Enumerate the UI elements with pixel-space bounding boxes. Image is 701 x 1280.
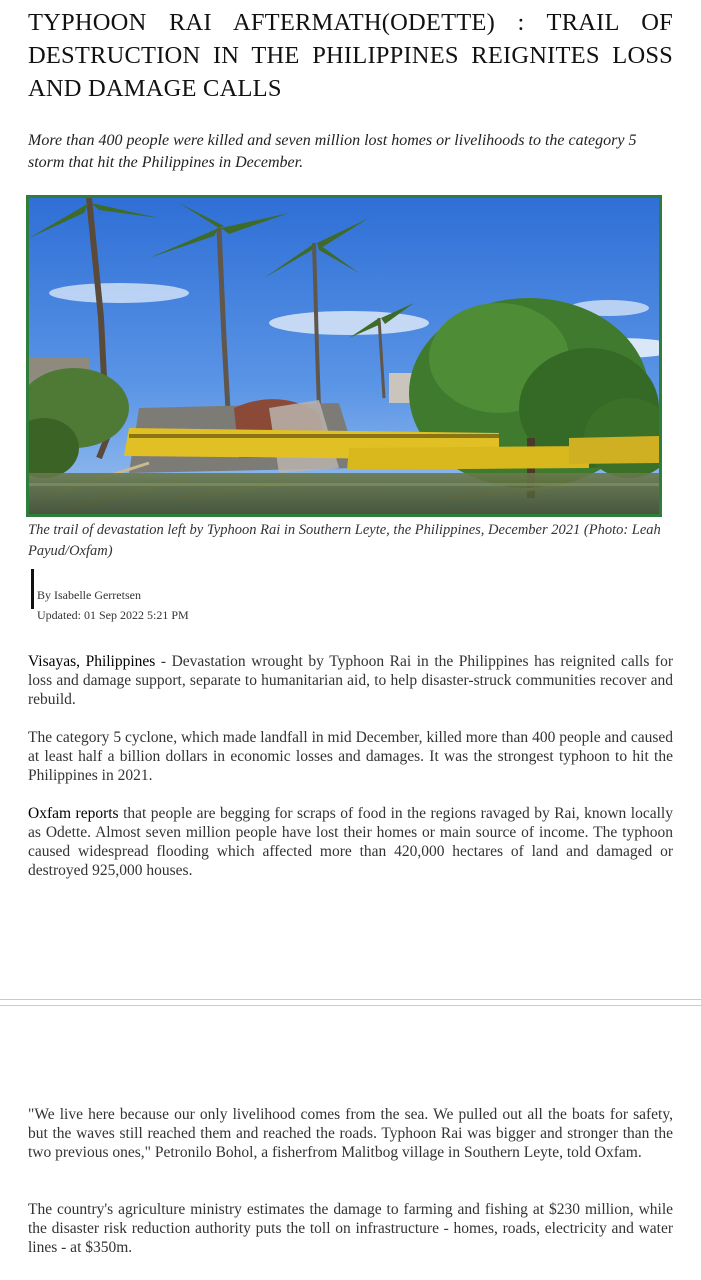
typhoon-damage-photo: [29, 198, 659, 514]
paragraph-1: [28, 652, 673, 709]
article-standfirst: More than 400 people were killed and seven million lost homes or livelihoods to the category 5 storm that hit the Philippines in December.: [28, 132, 637, 171]
article-headline: TYPHOON RAI AFTERMATH(ODETTE) : TRAIL OF DESTRUCTION IN THE PHILIPPINES REIGNITES LOSS AND DAMAGE CALLS: [28, 9, 673, 102]
paragraph-4: "We live here because our only livelihood comes from the sea. We pulled out all the boats for safety, but the waves still reached them and reached the roads. Typhoon Rai was bigger and stronger than the two previous ones," Petronilo Bohol, a fisherfrom Malitbog village in Southern Leyte, told Oxfam.: [28, 1106, 673, 1161]
oxfam-reports-link[interactable]: Oxfam reports: [28, 805, 119, 822]
dateline: Visayas, Philippines: [28, 653, 156, 670]
paragraph-3: [28, 804, 673, 880]
photo-caption: The trail of devastation left by Typhoon Rai in Southern Leyte, the Philippines, December 2021 (Photo: Leah Payud/Oxfam): [28, 522, 661, 559]
updated-timestamp: Updated: 01 Sep 2022 5:21 PM: [37, 608, 189, 622]
article-photo: [26, 195, 662, 517]
paragraph-2: The category 5 cyclone, which made landfall in mid December, killed more than 400 people and caused at least half a billion dollars in economic losses and damages. It was the strongest typhoon to hit the Philippines in 2021.: [28, 729, 673, 784]
byline-accent-bar: [31, 569, 34, 609]
paragraph-3-text: that people are begging for scraps of food in the regions ravaged by Rai, known locally as Odette. Almost seven million people have lost their homes or main source of income. The typhoon caused widespread flooding which affected more than 420,000 hectares of land and damaged or destroyed 925,000 houses.: [28, 805, 673, 879]
author-byline: By Isabelle Gerretsen: [37, 588, 141, 602]
section-divider-top: [0, 999, 701, 1000]
section-divider-bottom: [0, 1005, 701, 1006]
paragraph-1-text: - Devastation wrought by Typhoon Rai in the Philippines has reignited calls for loss and damage support, separate to humanitarian aid, to help disaster-struck communities recover and rebuild.: [28, 653, 674, 708]
paragraph-5: The country's agriculture ministry estimates the damage to farming and fishing at $230 million, while the disaster risk reduction authority puts the toll on infrastructure - homes, roads, electricity and water lines - at $350m.: [28, 1201, 673, 1256]
